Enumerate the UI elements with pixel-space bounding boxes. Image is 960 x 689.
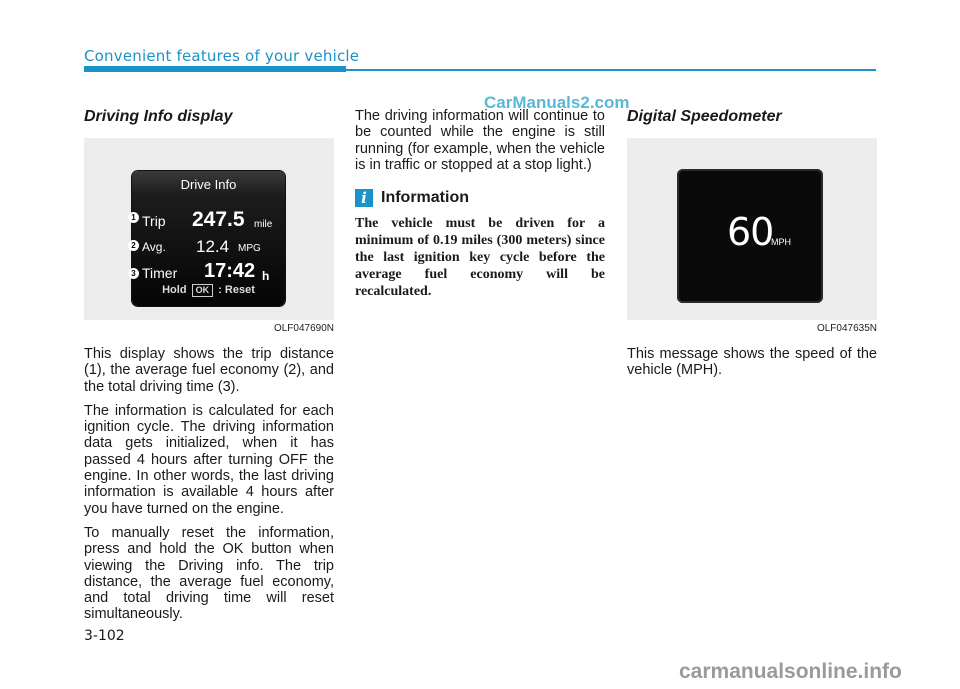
avg-value: 12.4 <box>196 237 230 256</box>
speedometer-paragraph: This message shows the speed of the vehicle (MPH). <box>627 346 877 379</box>
paragraph-1: This display shows the trip distance (1), the average fuel economy (2), and the total driving time (3). <box>84 346 334 395</box>
driving-info-screen <box>132 171 285 306</box>
information-title: Information <box>381 189 469 207</box>
column-driving-info <box>84 108 334 623</box>
watermark-bottom: carmanualsonline.info <box>679 660 902 683</box>
timer-value: 17:42 <box>204 260 256 282</box>
paragraph-3: To manually reset the information, press and hold the OK button when viewing the Driving info. The trip distance, the average fuel economy, and total driving time will reset simultaneously. <box>84 524 334 623</box>
information-heading <box>355 189 605 207</box>
badge-2: 2 <box>128 240 139 251</box>
header-rule-thin <box>346 69 876 71</box>
speed-value: 60 <box>727 210 774 254</box>
speedometer-screen <box>677 169 823 303</box>
figure-code-1: OLF047690N <box>273 323 334 334</box>
column-continued <box>355 108 605 300</box>
speed-unit: MPH <box>771 237 791 247</box>
paragraph-continued: The driving information will continue to be counted while the engine is still running (for example, when the vehicle is in traffic or stopped at a stop light.) <box>355 108 605 173</box>
header-rule-thick <box>84 66 346 72</box>
speedometer-figure <box>627 138 877 320</box>
information-body: The vehicle must be driven for a minimum of 0.19 miles (300 meters) since the last ignition key cycle before the average fuel economy will be recalculated. <box>355 216 605 300</box>
trip-unit: mile <box>254 219 273 230</box>
hold-prefix: Hold <box>162 284 187 296</box>
ok-key-glyph: OK <box>192 284 214 297</box>
timer-label: Timer <box>142 265 178 281</box>
figure-code-2: OLF047635N <box>816 323 877 334</box>
badge-1: 1 <box>128 212 139 223</box>
trip-value: 247.5 <box>192 208 245 231</box>
information-icon: i <box>355 189 373 207</box>
badge-3: 3 <box>128 268 139 279</box>
driving-info-title: Driving Info display <box>84 108 233 125</box>
section-header-title: Convenient features of your vehicle <box>84 47 360 65</box>
digital-speedometer-title: Digital Speedometer <box>627 108 782 125</box>
avg-label: Avg. <box>142 240 166 254</box>
hold-suffix: : Reset <box>218 284 255 296</box>
column-digital-speedometer <box>627 108 877 379</box>
driving-info-figure <box>84 138 334 320</box>
page-number: 3-102 <box>84 628 125 644</box>
drive-info-heading: Drive Info <box>180 177 237 192</box>
paragraph-2: The information is calculated for each ignition cycle. The driving information data gets initialized, when it has passed 4 hours after turning OFF the engine. In other words, the last driving information is available 4 hours after you have turned on the engine. <box>84 402 334 517</box>
trip-label: Trip <box>142 213 166 229</box>
timer-unit: h <box>262 269 270 283</box>
hold-reset-hint <box>132 284 285 297</box>
avg-unit: MPG <box>238 243 261 254</box>
watermark-top: CarManuals2.com <box>484 93 630 112</box>
